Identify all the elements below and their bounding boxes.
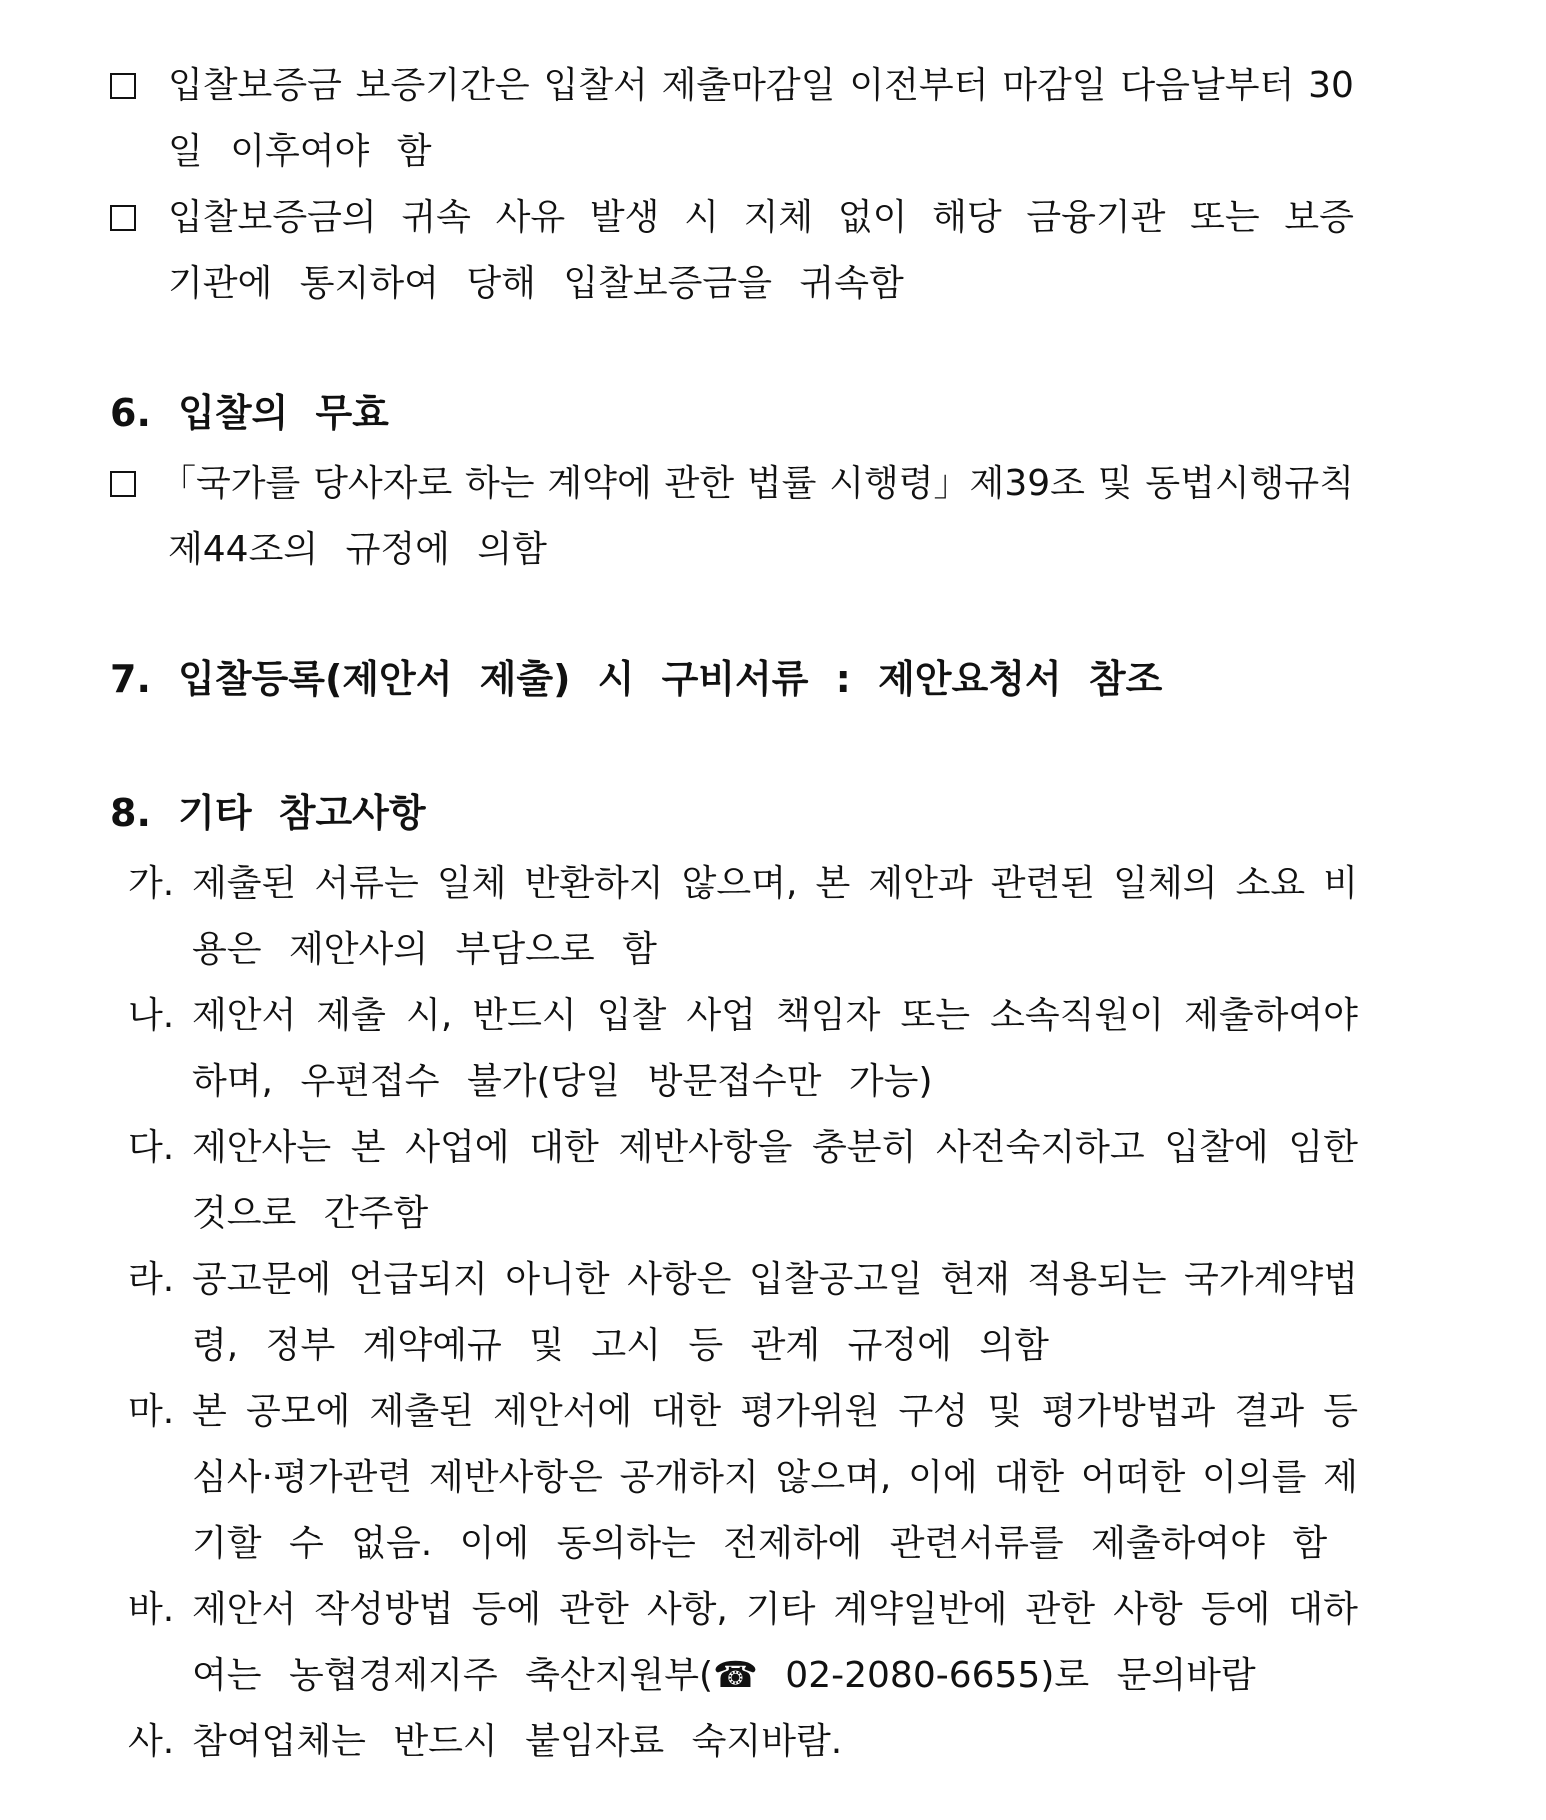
word: 비 [1323, 863, 1358, 904]
word: 대하 [1288, 1589, 1358, 1630]
word: 기타 [745, 1589, 816, 1630]
list-marker: 사. [128, 1721, 175, 1762]
word: 대한 [651, 1391, 721, 1432]
paragraph-line: 제44조의 규정에 의함 [168, 529, 547, 570]
word: 법률 [746, 463, 817, 504]
word: 제반사항은 [428, 1457, 603, 1498]
list-item-line: 여는 농협경제지주 축산지원부(☎ 02-2080-6655)로 문의바람 [192, 1655, 1256, 1696]
word: 제출된 [369, 1391, 474, 1432]
word: 소요 [1235, 863, 1306, 904]
word: 입찰보증금의 [168, 197, 377, 238]
word: 입찰서 [543, 65, 648, 106]
word: 아니한 [505, 1259, 610, 1300]
list-item-line: 것으로 간주함 [192, 1193, 429, 1234]
word: 반환하지 [524, 863, 664, 904]
word: 지체 [743, 197, 814, 238]
word: 일체의 [1113, 863, 1218, 904]
list-item-line [192, 994, 1358, 1038]
word: 해당 [932, 197, 1002, 238]
paragraph-line [160, 462, 1354, 506]
word: 일체 [436, 863, 507, 904]
list-marker: 바. [128, 1589, 175, 1630]
word: 본 [815, 863, 851, 904]
word: 본 [192, 1391, 227, 1432]
word: 사항 [1113, 1589, 1183, 1630]
word: 제출된 [192, 863, 297, 904]
list-marker: 다. [128, 1127, 175, 1168]
word: 등에 [471, 1589, 542, 1630]
word: 공개하지 [619, 1457, 759, 1498]
word: 않으며, [681, 863, 798, 904]
word: 언급되지 [348, 1259, 488, 1300]
word: 시행령」제39조 [829, 463, 1085, 504]
word: 대한 [529, 1127, 599, 1168]
word: 귀속 [401, 197, 471, 238]
word: 국가계약법 [1184, 1259, 1358, 1300]
word: 계약일반에 [833, 1589, 1008, 1630]
word: 금융기관 [1026, 197, 1166, 238]
word: 계약에 [547, 463, 652, 504]
word: 공모에 [246, 1391, 351, 1432]
word: 관련된 [990, 863, 1096, 904]
list-item-line: 기할 수 없음. 이에 동의하는 전제하에 관련서류를 제출하여야 함 [192, 1523, 1328, 1564]
word: 제안서 [192, 995, 297, 1036]
list-item-line: 하며, 우편접수 불가(당일 방문접수만 가능) [192, 1061, 933, 1102]
word: 않으며, [775, 1457, 892, 1498]
word: 서류는 [314, 863, 419, 904]
word: 소속직원이 [990, 995, 1164, 1036]
list-marker: 가. [128, 863, 175, 904]
list-item-line [192, 1588, 1358, 1632]
word: 충분히 [812, 1127, 917, 1168]
word: 본 [350, 1127, 386, 1168]
word: 입찰보증금 [168, 65, 342, 106]
word: 이에 [908, 1457, 978, 1498]
word: 없이 [837, 197, 908, 238]
list-item-line [192, 862, 1358, 906]
checkbox-bullet [110, 196, 136, 240]
word: 책임자 [776, 995, 881, 1036]
paragraph-line [168, 196, 1354, 240]
word: 심사·평가관련 [192, 1457, 413, 1498]
word: 제 [1323, 1457, 1358, 1498]
word: 30 [1308, 65, 1354, 106]
word: 관한 [559, 1589, 629, 1630]
list-marker: 라. [128, 1259, 175, 1300]
word: 제안서에 [493, 1391, 633, 1432]
word: 또는 [900, 995, 971, 1036]
word: 사업에 [405, 1127, 510, 1168]
word: 보증기간은 [355, 65, 530, 106]
word: 사항은 [627, 1259, 732, 1300]
checkbox-bullet [110, 462, 136, 506]
word: 보증 [1284, 197, 1354, 238]
word: 입찰공고일 [748, 1259, 923, 1300]
paragraph-line: 일 이후여야 함 [168, 131, 432, 172]
list-item-line: 령, 정부 계약예규 및 고시 등 관계 규정에 의함 [192, 1325, 1049, 1366]
list-marker: 나. [128, 995, 175, 1036]
word: 이의를 [1202, 1457, 1307, 1498]
word: 사유 [495, 197, 566, 238]
word: 하는 [465, 463, 535, 504]
word: 제출마감일 [661, 65, 836, 106]
word: 구성 [898, 1391, 969, 1432]
word: 제출하여야 [1184, 995, 1358, 1036]
word: 제안과 [868, 863, 973, 904]
word: 공고문에 [192, 1259, 332, 1300]
word: 입찰에 [1164, 1127, 1269, 1168]
word: 결과 [1234, 1391, 1304, 1432]
word: 마감일 [1002, 65, 1107, 106]
section-heading-6: 6. 입찰의 무효 [110, 391, 389, 435]
word: 입찰 [596, 995, 667, 1036]
list-item-line [192, 1126, 1358, 1170]
word: 사전숙지하고 [936, 1127, 1145, 1168]
section-heading-7: 7. 입찰등록(제안서 제출) 시 구비서류 : 제안요청서 참조 [110, 657, 1163, 701]
word: 등에 [1200, 1589, 1271, 1630]
word: 및 [987, 1391, 1023, 1432]
paragraph-line [168, 64, 1354, 108]
word: 임한 [1288, 1127, 1358, 1168]
word: 「국가를 [160, 463, 301, 504]
word: 대한 [994, 1457, 1065, 1498]
word: 사업 [686, 995, 756, 1036]
word: 적용되는 [1027, 1259, 1167, 1300]
word: 시, [406, 995, 453, 1036]
word: 시 [684, 197, 719, 238]
list-item-line [192, 1390, 1358, 1434]
word: 및 [1097, 463, 1133, 504]
list-item-line [192, 1258, 1358, 1302]
word: 평가위원 [740, 1391, 880, 1432]
word: 제반사항을 [618, 1127, 793, 1168]
checkbox-bullet [110, 64, 136, 108]
word: 평가방법과 [1041, 1391, 1216, 1432]
list-item-line: 참여업체는 반드시 붙임자료 숙지바람. [192, 1721, 843, 1762]
word: 관한 [664, 463, 735, 504]
word: 현재 [940, 1259, 1010, 1300]
list-marker: 마. [128, 1391, 175, 1432]
word: 반드시 [472, 995, 577, 1036]
word: 이전부터 [849, 65, 989, 106]
word: 제출 [316, 995, 386, 1036]
word: 등 [1323, 1391, 1358, 1432]
word: 당사자로 [313, 463, 453, 504]
word: 발생 [589, 197, 660, 238]
word: 제안사는 [192, 1127, 332, 1168]
list-item-line: 용은 제안사의 부담으로 함 [192, 929, 657, 970]
paragraph-line: 기관에 통지하여 당해 입찰보증금을 귀속함 [168, 263, 904, 304]
word: 관한 [1025, 1589, 1096, 1630]
word: 작성방법 [314, 1589, 454, 1630]
word: 다음날부터 [1120, 65, 1295, 106]
list-item-line [192, 1456, 1358, 1500]
word: 또는 [1190, 197, 1260, 238]
word: 제안서 [192, 1589, 297, 1630]
word: 사항, [646, 1589, 728, 1630]
section-heading-8: 8. 기타 참고사항 [110, 791, 426, 835]
word: 동법시행규칙 [1145, 463, 1354, 504]
word: 어떠한 [1080, 1457, 1186, 1498]
